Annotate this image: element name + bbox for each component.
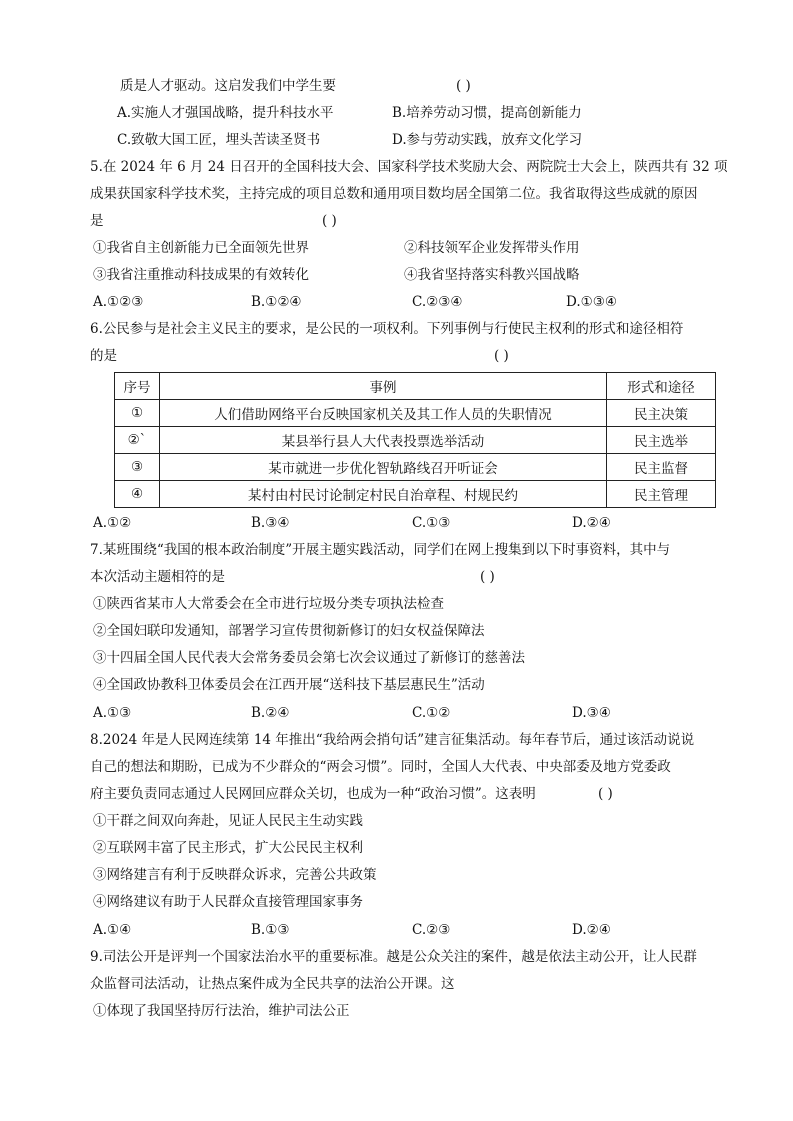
row-form: 民主管理 — [607, 481, 716, 508]
q7-option-a: A.①③ — [93, 705, 132, 721]
table-row — [115, 454, 716, 481]
table-header-row — [115, 373, 716, 400]
q5-item-1: ①我省自主创新能力已全面领先世界 — [93, 240, 309, 256]
q8-item-3: ③网络建言有利于反映群众诉求，完善公共政策 — [93, 867, 377, 883]
q7-item-2: ②全国妇联印发通知，部署学习宣传贯彻新修订的妇女权益保障法 — [93, 623, 485, 639]
row-example: 人们借助网络平台反映国家机关及其工作人员的失职情况 — [160, 400, 607, 427]
q4-option-b: B.培养劳动习惯，提高创新能力 — [392, 105, 582, 121]
q8-item-4: ④网络建议有助于人民群众直接管理国家事务 — [93, 894, 363, 910]
q8-option-d: D.②④ — [572, 922, 611, 938]
q8-answer-paren: ( ) — [598, 786, 613, 802]
q5-item-3: ③我省注重推动科技成果的有效转化 — [93, 267, 309, 283]
q8-stem-line-1: 8.2024 年是人民网连续第 14 年推出“我给两会捎句话”建言征集活动。每年春节后，通过该活动说说 — [90, 732, 695, 748]
q4-option-a: A.实施人才强国战略，提升科技水平 — [117, 105, 334, 121]
q7-item-3: ③十四届全国人民代表大会常务委员会第七次会议通过了新修订的慈善法 — [93, 650, 525, 666]
q6-option-c: C.①③ — [412, 515, 451, 531]
q5-stem-line-2: 成果获国家科学技术奖，主持完成的项目总数和通用项目数均居全国第二位。我省取得这些成就的原因 — [90, 186, 698, 202]
q5-option-d: D.①③④ — [566, 294, 617, 310]
row-index: ②` — [115, 427, 160, 454]
q6-example-table — [114, 372, 716, 508]
q5-stem-line-3: 是 — [90, 213, 104, 229]
q6-answer-paren: ( ) — [494, 348, 509, 364]
row-form: 民主选举 — [607, 427, 716, 454]
q7-option-d: D.③④ — [572, 705, 611, 721]
q6-option-d: D.②④ — [572, 515, 611, 531]
q4-option-d: D.参与劳动实践，放弃文化学习 — [392, 132, 583, 148]
q6-option-a: A.①② — [93, 515, 132, 531]
row-example: 某村由村民讨论制定村民自治章程、村规民约 — [160, 481, 607, 508]
q4-option-c: C.致敬大国工匠，埋头苦读圣贤书 — [117, 132, 321, 148]
table-row — [115, 481, 716, 508]
q9-stem-line-1: 9.司法公开是评判一个国家法治水平的重要标准。越是公众关注的案件，越是依法主动公开，让人民群 — [90, 949, 697, 965]
q6-stem-line-1: 6.公民参与是社会主义民主的要求，是公民的一项权利。下列事例与行使民主权利的形式和途径相符 — [90, 321, 684, 337]
header-form: 形式和途径 — [607, 373, 716, 400]
q8-stem-line-2: 自己的想法和期盼，已成为不少群众的“两会习惯”。同时，全国人大代表、中央部委及地方党委政 — [90, 759, 671, 775]
q5-item-2: ②科技领军企业发挥带头作用 — [404, 240, 580, 256]
q5-stem-line-1: 5.在 2024 年 6 月 24 日召开的全国科技大会、国家科学技术奖励大会、两院院士大会上，陕西共有 32 项 — [90, 159, 728, 175]
q8-stem-line-3: 府主要负责同志通过人民网回应群众关切，也成为一种“政治习惯”。这表明 — [90, 786, 536, 802]
header-index: 序号 — [115, 373, 160, 400]
row-form: 民主监督 — [607, 454, 716, 481]
table-row — [115, 427, 716, 454]
q7-option-c: C.①② — [412, 705, 451, 721]
header-example: 事例 — [160, 373, 607, 400]
q6-option-b: B.③④ — [251, 515, 290, 531]
row-example: 某市就进一步优化智轨路线召开听证会 — [160, 454, 607, 481]
q8-item-1: ①干群之间双向奔赴，见证人民民主生动实践 — [93, 813, 363, 829]
row-index: ③ — [115, 454, 160, 481]
q8-option-b: B.①③ — [251, 922, 290, 938]
row-form: 民主决策 — [607, 400, 716, 427]
q8-option-c: C.②③ — [412, 922, 451, 938]
row-index: ④ — [115, 481, 160, 508]
q7-option-b: B.②④ — [251, 705, 290, 721]
row-example: 某县举行县人大代表投票选举活动 — [160, 427, 607, 454]
q7-stem-line-2: 本次活动主题相符的是 — [90, 569, 225, 585]
q7-item-4: ④全国政协教科卫体委员会在江西开展“送科技下基层惠民生”活动 — [93, 677, 485, 693]
q5-option-c: C.②③④ — [412, 294, 463, 310]
q8-option-a: A.①④ — [93, 922, 132, 938]
q5-answer-paren: ( ) — [322, 213, 337, 229]
q5-option-a: A.①②③ — [93, 294, 144, 310]
q9-item-1: ①体现了我国坚持厉行法治，维护司法公正 — [93, 1003, 350, 1019]
q5-item-4: ④我省坚持落实科教兴国战略 — [404, 267, 580, 283]
q9-stem-line-2: 众监督司法活动，让热点案件成为全民共享的法治公开课。这 — [90, 976, 455, 992]
q7-answer-paren: ( ) — [480, 569, 495, 585]
q8-item-2: ②互联网丰富了民主形式，扩大公民民主权利 — [93, 840, 363, 856]
row-index: ① — [115, 400, 160, 427]
q4-answer-paren: ( ) — [456, 78, 471, 94]
q6-stem-line-2: 的是 — [90, 348, 117, 364]
q7-stem-line-1: 7.某班围绕“我国的根本政治制度”开展主题实践活动，同学们在网上搜集到以下时事资料，其中与 — [90, 542, 671, 558]
q7-item-1: ①陕西省某市人大常委会在全市进行垃圾分类专项执法检查 — [93, 596, 444, 612]
q5-option-b: B.①②④ — [251, 294, 302, 310]
q4-stem-tail: 质是人才驱动。这启发我们中学生要 — [120, 78, 336, 94]
table-row — [115, 400, 716, 427]
